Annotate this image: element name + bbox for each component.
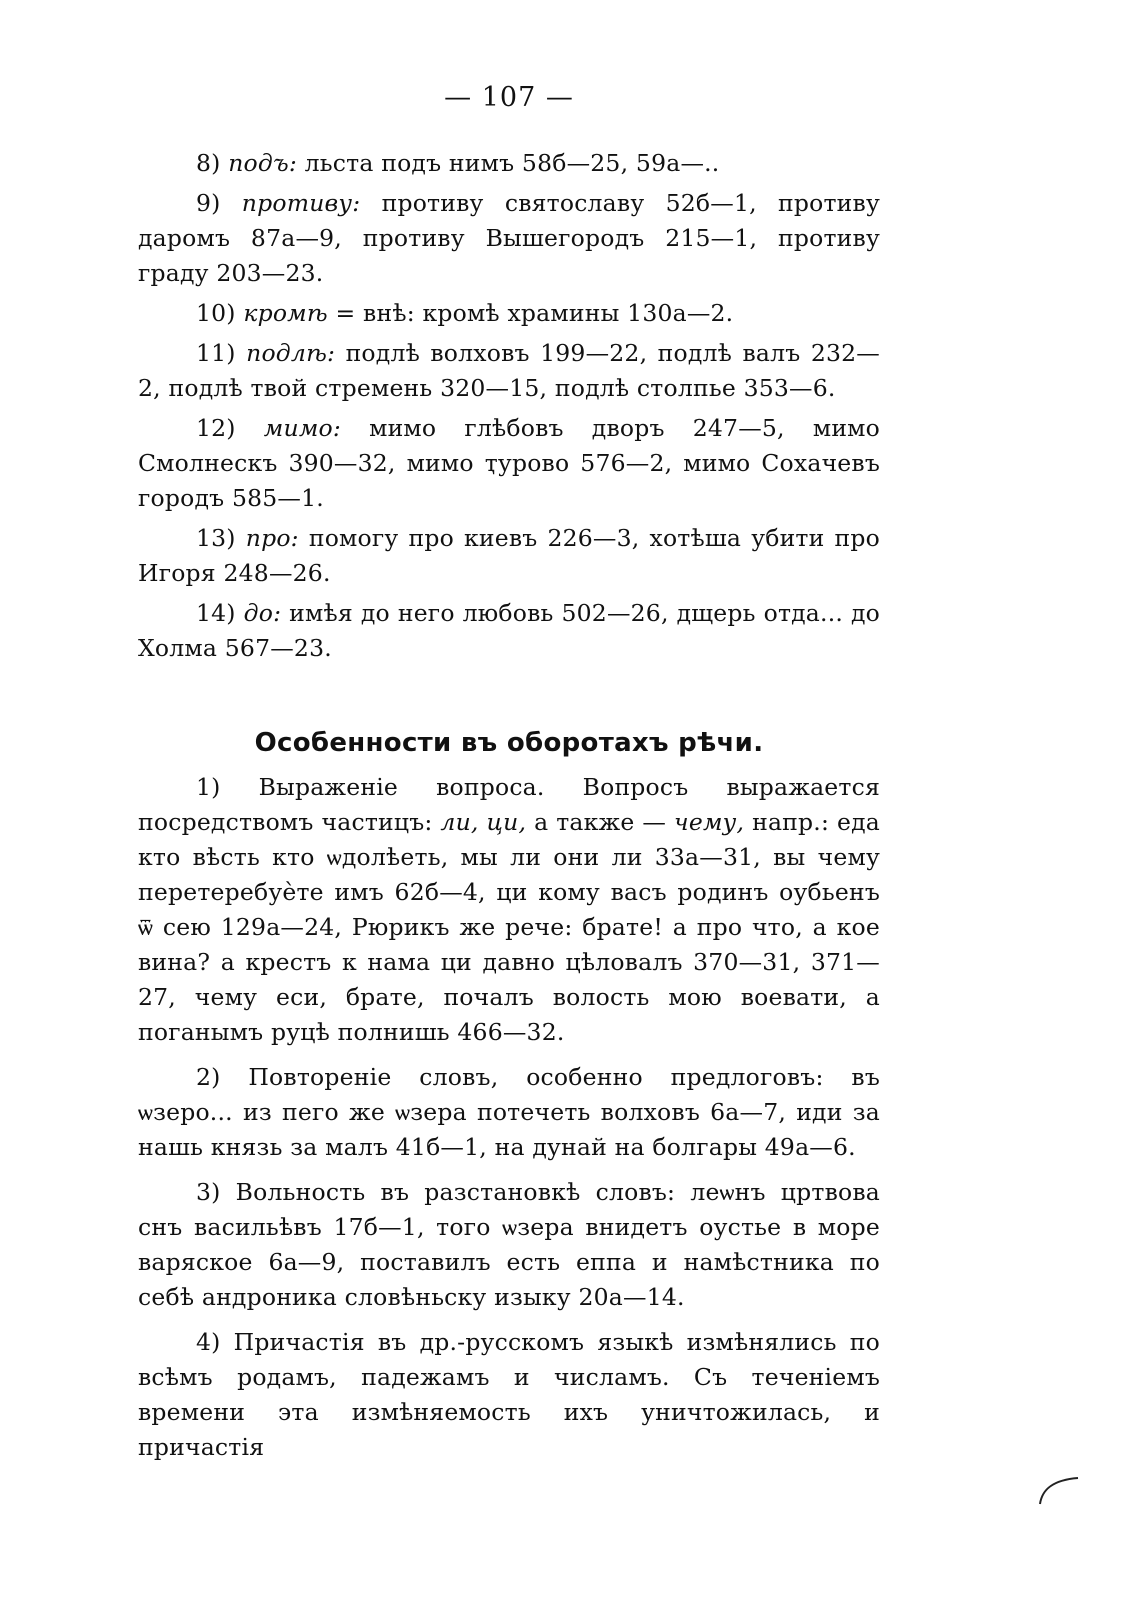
- entry-term: кромѣ: [243, 299, 328, 327]
- section-heading: Особенности въ оборотахъ рѣчи.: [254, 728, 764, 758]
- entry-8: 8) подъ: льста подъ нимъ 58б—25, 59а—..: [196, 149, 720, 177]
- entry-10: 10) кромѣ = внѣ: кромѣ храмины 130а—2.: [196, 299, 734, 327]
- entry-term: подъ:: [228, 149, 297, 177]
- margin-pen-mark-icon: [1034, 1468, 1084, 1508]
- book-page: [138, 0, 880, 1616]
- rule-4: 4) Причастія въ др.-русскомъ языкѣ измѣнялись по всѣмъ родамъ, падежамъ и числамъ. Съ теченіемъ времени эта измѣняемость ихъ уничтожилась, и причастія: [138, 1328, 880, 1461]
- entry-14: 14) до: имѣя до него любовь 502—26, дщерь отда... до Холма 567—23.: [138, 599, 881, 662]
- section-body: [138, 770, 880, 1475]
- preposition-entries: [138, 146, 880, 671]
- entry-term: до:: [243, 599, 282, 627]
- page-number: — 107 —: [444, 82, 574, 113]
- entry-11: 11) подлѣ: подлѣ волховъ 199—22, подлѣ валъ 232—2, подлѣ твой стремень 320—15, подлѣ столпье 353—6.: [138, 339, 881, 402]
- rule-2: 2) Повтореніе словъ, особенно предлоговъ: въ ѡзеро... из пего же ѡзера потечеть волховъ 6а—7, иди за нашь князь за малъ 41б—1, на дунай на болгары 49а—6.: [138, 1063, 880, 1161]
- entry-12: 12) мимо: мимо глѣбовъ дворъ 247—5, мимо Смолнескъ 390—32, мимо ҭурово 576—2, мимо Сохачевъ городъ 585—1.: [138, 414, 881, 512]
- rule-3: 3) Вольность въ разстановкѣ словъ: леѡнъ цртвова снъ васильѣвъ 17б—1, того ѡзера внидетъ оустье в море варяское 6а—9, поставилъ есть еппа и намѣстника по себѣ андроника словѣньску изыку 20а—14.: [138, 1178, 880, 1311]
- entry-term: противу:: [241, 189, 361, 217]
- rule-1: 1) Выраженіе вопроса. Вопросъ выражается посредствомъ частицъ: ли, ци, а также — чему, напр.: еда кто вѣсть кто ѡдолѣеть, мы ли они ли 33а—31, вы чему перетеребуѐте имъ 62б—4, ци кому васъ родинъ оубьенъ ѿ сею 129а—24, Рюрикъ же рече: брате! а про что, а кое вина? а крестъ к нама ци давно цѣловалъ 370—31, 371—27, чему еси, брате, почалъ волость мою воевати, а поганымъ руцѣ полнишь 466—32.: [138, 773, 880, 1046]
- entry-13: 13) про: помогу про киевъ 226—3, хотѣша убити про Игоря 248—26.: [138, 524, 880, 587]
- entry-term: про:: [245, 524, 299, 552]
- entry-term: подлѣ:: [246, 339, 336, 367]
- entry-9: 9) противу: противу святославу 52б—1, противу даромъ 87а—9, противу Вышегородъ 215—1, противу граду 203—23.: [138, 189, 880, 287]
- entry-term: мимо:: [263, 414, 341, 442]
